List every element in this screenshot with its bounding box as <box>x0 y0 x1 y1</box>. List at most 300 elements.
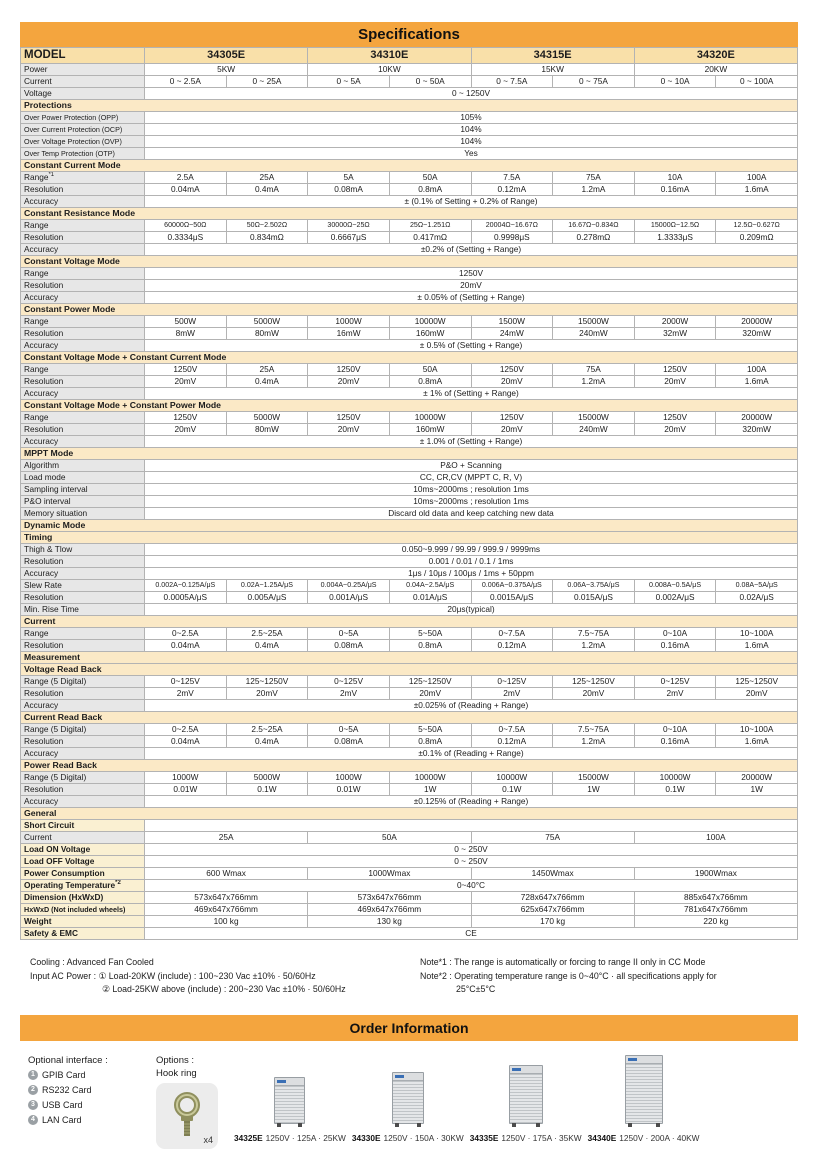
row-label-text: Current <box>24 76 52 86</box>
note-2: Note*2 : Operating temperature range is 0~40°C · all specifications apply for <box>420 970 717 981</box>
specifications-title: Specifications <box>20 22 798 47</box>
row-label <box>21 868 145 880</box>
product-lineup <box>234 1055 818 1143</box>
row-label-text: Algorithm <box>24 460 60 470</box>
spec-row <box>21 388 798 400</box>
product-specs: 1250V · 150A · 30KW <box>383 1132 464 1143</box>
spec-cell: 0 ~ 250V <box>145 856 798 868</box>
spec-cell: 20mV <box>634 424 716 436</box>
spec-cell: CE <box>145 928 798 940</box>
spec-cell: 2mV <box>634 688 716 700</box>
spec-cell: 5000W <box>226 772 308 784</box>
row-label-text: Range <box>24 172 49 182</box>
product-image-area <box>625 1055 663 1124</box>
row-label-text: Range <box>24 268 49 278</box>
section-header-label: Timing <box>21 532 798 544</box>
spec-row <box>21 556 798 568</box>
row-label <box>21 76 145 88</box>
row-label-text: Over Power Protection (OPP) <box>24 113 119 122</box>
spec-cell: 625x647x766mm <box>471 904 634 916</box>
section-header-row <box>21 760 798 772</box>
spec-cell: 10000W <box>634 772 716 784</box>
optional-interface-item-label: USB Card <box>42 1099 83 1110</box>
option-name: Hook ring <box>156 1067 197 1079</box>
spec-cell: 0.01W <box>308 784 390 796</box>
spec-cell: 0.12mA <box>471 184 553 196</box>
row-label-text: Resolution <box>24 328 64 338</box>
model-header-row <box>21 48 798 64</box>
row-label <box>21 580 145 592</box>
spec-cell: 0~7.5A <box>471 628 553 640</box>
spec-cell: 781x647x766mm <box>634 904 797 916</box>
spec-cell: ± 0.5% of (Setting + Range) <box>145 340 798 352</box>
spec-cell: 5000W <box>226 316 308 328</box>
numbered-circle-icon: 3 <box>28 1100 38 1110</box>
spec-row <box>21 784 798 796</box>
spec-cell: 125~1250V <box>716 676 798 688</box>
row-label-text: Voltage <box>24 88 52 98</box>
spec-cell: 25A <box>145 832 308 844</box>
spec-row <box>21 604 798 616</box>
spec-cell: 1.2mA <box>553 376 635 388</box>
spec-cell: 34305E <box>145 48 308 64</box>
spec-cell: 0~5A <box>308 628 390 640</box>
spec-row <box>21 268 798 280</box>
spec-cell: 2mV <box>308 688 390 700</box>
spec-cell: 0.04mA <box>145 736 227 748</box>
row-label-text: Power <box>24 64 48 74</box>
row-label-text: Operating Temperature <box>24 880 116 890</box>
row-label-superscript: *2 <box>115 880 121 887</box>
spec-row <box>21 868 798 880</box>
spec-cell: 0.01A/μS <box>389 592 471 604</box>
numbered-circle-icon: 4 <box>28 1115 38 1125</box>
spec-row <box>21 196 798 208</box>
spec-cell: 0.02A~1.25A/μS <box>226 580 308 592</box>
note-2-continued: 25°C±5°C <box>456 984 496 995</box>
product-specs: 1250V · 200A · 40KW <box>619 1132 700 1143</box>
spec-cell: 0.6667μS <box>308 232 390 244</box>
spec-cell: 2mV <box>471 688 553 700</box>
row-label-text: HxWxD (Not included wheels) <box>24 905 126 914</box>
spec-cell: 0.08A~5A/μS <box>716 580 798 592</box>
spec-cell: 34310E <box>308 48 471 64</box>
section-header-row <box>21 808 798 820</box>
section-header-row <box>21 160 798 172</box>
cabinet-label-badge <box>628 1058 637 1061</box>
row-label-text: Range <box>24 220 49 230</box>
row-label <box>21 604 145 616</box>
spec-cell: 320mW <box>716 424 798 436</box>
spec-cell: ±0.125% of (Reading + Range) <box>145 796 798 808</box>
section-header-row <box>21 208 798 220</box>
row-label-text: Dimension (HxWxD) <box>24 892 104 902</box>
spec-row <box>21 340 798 352</box>
product-cabinet-image <box>392 1072 424 1124</box>
product <box>234 1077 346 1143</box>
spec-cell: 0.12mA <box>471 736 553 748</box>
section-header-label: Measurement <box>21 652 798 664</box>
spec-cell: 240mW <box>553 424 635 436</box>
spec-row <box>21 880 798 892</box>
spec-cell: ± 1.0% of (Setting + Range) <box>145 436 798 448</box>
spec-row <box>21 136 798 148</box>
spec-row <box>21 232 798 244</box>
spec-row <box>21 628 798 640</box>
product-model: 34325E <box>234 1132 263 1143</box>
row-label-text: Resolution <box>24 376 64 386</box>
spec-cell: 100A <box>716 364 798 376</box>
row-label-text: Safety & EMC <box>24 928 78 938</box>
product <box>352 1072 464 1143</box>
row-label <box>21 340 145 352</box>
spec-row <box>21 472 798 484</box>
optional-interface-item-label: RS232 Card <box>42 1084 92 1095</box>
row-label <box>21 556 145 568</box>
spec-cell: 0.12mA <box>471 640 553 652</box>
spec-cell: 20mV <box>634 376 716 388</box>
numbered-circle-icon: 2 <box>28 1085 38 1095</box>
row-label-text: Thigh & Tlow <box>24 544 73 554</box>
spec-cell: 0.16mA <box>634 736 716 748</box>
spec-cell: ± (0.1% of Setting + 0.2% of Range) <box>145 196 798 208</box>
spec-row <box>21 592 798 604</box>
spec-cell: 12.5Ω~0.627Ω <box>716 220 798 232</box>
option-quantity: x4 <box>203 1134 213 1145</box>
numbered-circle-icon: 1 <box>28 1070 38 1080</box>
section-header-label: General <box>21 808 798 820</box>
row-label <box>21 856 145 868</box>
spec-row <box>21 544 798 556</box>
spec-cell: 0.9998μS <box>471 232 553 244</box>
options-block <box>156 1055 234 1149</box>
spec-row <box>21 676 798 688</box>
row-label <box>21 412 145 424</box>
spec-cell: 0.4mA <box>226 736 308 748</box>
spec-cell: 50A <box>389 172 471 184</box>
spec-cell: 20000W <box>716 412 798 424</box>
spec-cell: 20mV <box>145 424 227 436</box>
spec-cell: 0 ~ 5A <box>308 76 390 88</box>
section-header-row <box>21 664 798 676</box>
spec-cell: 500W <box>145 316 227 328</box>
spec-row <box>21 364 798 376</box>
row-label <box>21 136 145 148</box>
spec-cell: 15000Ω~12.5Ω <box>634 220 716 232</box>
spec-row <box>21 496 798 508</box>
row-label <box>21 112 145 124</box>
spec-cell: 0.04mA <box>145 184 227 196</box>
product-image-area <box>509 1065 543 1124</box>
spec-cell: 0.1W <box>226 784 308 796</box>
spec-cell: 1250V <box>471 412 553 424</box>
cabinet-foot <box>512 1123 516 1127</box>
row-label-text: Accuracy <box>24 568 59 578</box>
row-label-text: P&O interval <box>24 496 71 506</box>
cabinet-foot <box>277 1123 281 1127</box>
cooling-note: Cooling : Advanced Fan Cooled <box>30 957 154 967</box>
spec-cell: 0.16mA <box>634 184 716 196</box>
spec-row <box>21 244 798 256</box>
spec-cell: 0.16mA <box>634 640 716 652</box>
spec-row <box>21 904 798 916</box>
row-label-text: Weight <box>24 916 52 926</box>
row-label-text: Range <box>24 316 49 326</box>
spec-cell: 105% <box>145 112 798 124</box>
spec-row <box>21 484 798 496</box>
row-label-text: Range <box>24 364 49 374</box>
spec-row <box>21 124 798 136</box>
row-label-text: Range <box>24 628 49 638</box>
product-caption <box>470 1133 582 1143</box>
spec-cell: 20mV <box>308 376 390 388</box>
row-label-superscript: *1 <box>48 172 55 179</box>
spec-cell: 0.417mΩ <box>389 232 471 244</box>
row-label-text: Short Circuit <box>24 820 75 830</box>
row-label <box>21 784 145 796</box>
optional-interface-item-label: LAN Card <box>42 1114 82 1125</box>
spec-cell: 573x647x766mm <box>308 892 471 904</box>
spec-cell: 0 ~ 1250V <box>145 88 798 100</box>
spec-cell: 100A <box>716 172 798 184</box>
section-header-label: Protections <box>21 100 798 112</box>
product-model: 34335E <box>469 1132 499 1143</box>
row-label <box>21 928 145 940</box>
order-information-section <box>20 1015 798 1041</box>
section-header-row <box>21 304 798 316</box>
spec-row <box>21 328 798 340</box>
row-label-text: MODEL <box>24 49 66 61</box>
spec-cell: 1000Wmax <box>308 868 471 880</box>
row-label <box>21 880 145 892</box>
order-information-title: Order Information <box>20 1015 798 1041</box>
row-label <box>21 88 145 100</box>
section-header-row <box>21 256 798 268</box>
row-label <box>21 316 145 328</box>
row-label-text: Memory situation <box>24 508 88 518</box>
datasheet-page <box>0 22 818 1153</box>
spec-cell: ± 0.05% of (Setting + Range) <box>145 292 798 304</box>
spec-cell: 125~1250V <box>553 676 635 688</box>
section-header-label: Current <box>21 616 798 628</box>
spec-cell: ±0.1% of (Reading + Range) <box>145 748 798 760</box>
spec-cell: 0 ~ 100A <box>716 76 798 88</box>
spec-cell: 1250V <box>634 412 716 424</box>
spec-cell: 7.5~75A <box>553 628 635 640</box>
row-label <box>21 244 145 256</box>
section-header-row <box>21 352 798 364</box>
row-label-text: Resolution <box>24 232 64 242</box>
spec-cell: 0 ~ 10A <box>634 76 716 88</box>
spec-cell: 34315E <box>471 48 634 64</box>
product-specs: 1250V · 125A · 25KW <box>265 1132 346 1143</box>
section-header-label: Constant Voltage Mode + Constant Current Mode <box>21 352 798 364</box>
spec-cell: 1μs / 10μs / 100μs / 1ms + 50ppm <box>145 568 798 580</box>
row-label <box>21 424 145 436</box>
spec-cell: 0.04A~2.5A/μS <box>389 580 471 592</box>
row-label <box>21 460 145 472</box>
spec-cell: 50A <box>308 832 471 844</box>
footnotes <box>30 956 792 997</box>
spec-cell: 573x647x766mm <box>145 892 308 904</box>
row-label <box>21 268 145 280</box>
row-label-text: Resolution <box>24 184 64 194</box>
section-header-label: Voltage Read Back <box>21 664 798 676</box>
spec-cell: 0.01W <box>145 784 227 796</box>
row-label-text: Accuracy <box>24 340 59 350</box>
spec-cell: 0~2.5A <box>145 724 227 736</box>
optional-interface-item <box>28 1100 156 1110</box>
row-label <box>21 220 145 232</box>
options-label: Options : <box>156 1054 195 1066</box>
cabinet-foot <box>628 1123 632 1127</box>
spec-cell: CC, CR,CV (MPPT C, R, V) <box>145 472 798 484</box>
spec-cell: 1250V <box>145 364 227 376</box>
row-label-text: Load mode <box>24 472 66 482</box>
section-header-row <box>21 520 798 532</box>
spec-cell: 10000W <box>389 772 471 784</box>
footnotes-left <box>30 956 420 997</box>
spec-cell: ± 1% of (Setting + Range) <box>145 388 798 400</box>
spec-row <box>21 748 798 760</box>
spec-row <box>21 376 798 388</box>
spec-cell: 130 kg <box>308 916 471 928</box>
spec-cell: 5000W <box>226 412 308 424</box>
spec-row <box>21 832 798 844</box>
spec-cell: 469x647x766mm <box>308 904 471 916</box>
spec-row <box>21 724 798 736</box>
spec-cell: 0~5A <box>308 724 390 736</box>
spec-cell <box>145 820 798 832</box>
spec-cell: 20mV <box>389 688 471 700</box>
spec-cell: 0~125V <box>308 676 390 688</box>
cabinet-foot <box>417 1123 421 1127</box>
row-label-text: Accuracy <box>24 244 59 254</box>
row-label <box>21 148 145 160</box>
spec-cell: 20000W <box>716 316 798 328</box>
spec-cell: 1.2mA <box>553 184 635 196</box>
spec-row <box>21 568 798 580</box>
spec-cell: 80mW <box>226 424 308 436</box>
row-label <box>21 676 145 688</box>
row-label <box>21 700 145 712</box>
spec-cell: 240mW <box>553 328 635 340</box>
spec-cell: 20mV <box>145 280 798 292</box>
spec-cell: 20mV <box>471 424 553 436</box>
spec-cell: 0.0005A/μS <box>145 592 227 604</box>
section-header-row <box>21 532 798 544</box>
spec-cell: P&O + Scanning <box>145 460 798 472</box>
spec-cell: 469x647x766mm <box>145 904 308 916</box>
row-label-text: Accuracy <box>24 388 59 398</box>
spec-cell: 0.8mA <box>389 184 471 196</box>
row-label <box>21 736 145 748</box>
spec-cell: 20mV <box>716 688 798 700</box>
product-caption <box>352 1133 464 1143</box>
footnotes-right <box>420 956 750 997</box>
row-label-text: Min. Rise Time <box>24 604 79 614</box>
order-content <box>28 1055 818 1149</box>
spec-row <box>21 916 798 928</box>
spec-cell: 0.4mA <box>226 376 308 388</box>
spec-cell: 20μs(typical) <box>145 604 798 616</box>
spec-cell: 0 ~ 25A <box>226 76 308 88</box>
spec-cell: 0.002A~0.125A/μS <box>145 580 227 592</box>
spec-cell: 320mW <box>716 328 798 340</box>
spec-cell: 1W <box>716 784 798 796</box>
cabinet-foot <box>536 1123 540 1127</box>
spec-cell: 2.5~25A <box>226 724 308 736</box>
spec-cell: 2000W <box>634 316 716 328</box>
spec-cell: 0 ~ 2.5A <box>145 76 227 88</box>
spec-row <box>21 172 798 184</box>
row-label <box>21 124 145 136</box>
product <box>470 1065 582 1143</box>
row-label <box>21 232 145 244</box>
input-ac-note-1: Input AC Power : ① Load-20KW (include) : 100~230 Vac ±10% · 50/60Hz <box>30 970 316 981</box>
spec-cell: 5KW <box>145 64 308 76</box>
spec-row <box>21 88 798 100</box>
spec-cell: 50A <box>389 364 471 376</box>
spec-cell: 1250V <box>308 364 390 376</box>
spec-cell: 1450Wmax <box>471 868 634 880</box>
spec-cell: 0.209mΩ <box>716 232 798 244</box>
spec-cell: 0~40°C <box>145 880 798 892</box>
spec-cell: 1250V <box>308 412 390 424</box>
spec-cell: 0.008A~0.5A/μS <box>634 580 716 592</box>
spec-cell: 0.06A~3.75A/μS <box>553 580 635 592</box>
spec-cell: 0.006A~0.375A/μS <box>471 580 553 592</box>
spec-cell: 0.4mA <box>226 640 308 652</box>
spec-cell: 20000W <box>716 772 798 784</box>
row-label <box>21 364 145 376</box>
row-label-text: Over Current Protection (OCP) <box>24 125 123 134</box>
spec-cell: 10~100A <box>716 628 798 640</box>
section-header-row <box>21 448 798 460</box>
row-label <box>21 184 145 196</box>
spec-cell: 20mV <box>471 376 553 388</box>
spec-cell: 25A <box>226 172 308 184</box>
section-header-label: Constant Voltage Mode <box>21 256 798 268</box>
product-caption <box>588 1133 700 1143</box>
section-header-label: Constant Resistance Mode <box>21 208 798 220</box>
row-label-text: Over Voltage Protection (OVP) <box>24 137 122 146</box>
row-label <box>21 64 145 76</box>
spec-row <box>21 292 798 304</box>
spec-cell: 0.4mA <box>226 184 308 196</box>
spec-cell: 1000W <box>308 772 390 784</box>
eyebolt-graphic <box>172 1092 202 1140</box>
cabinet-foot <box>395 1123 399 1127</box>
spec-cell: 20mV <box>226 688 308 700</box>
row-label-text: Range (5 Digital) <box>24 676 87 686</box>
spec-cell: 75A <box>553 172 635 184</box>
row-label-text: Range (5 Digital) <box>24 772 87 782</box>
spec-cell: 0 ~ 250V <box>145 844 798 856</box>
row-label <box>21 172 145 184</box>
spec-cell: 0~2.5A <box>145 628 227 640</box>
section-header-label: Power Read Back <box>21 760 798 772</box>
spec-row <box>21 184 798 196</box>
row-label <box>21 472 145 484</box>
row-label <box>21 48 145 64</box>
spec-cell: 1900Wmax <box>634 868 797 880</box>
optional-interface-item <box>28 1085 156 1095</box>
spec-cell: 20mV <box>145 376 227 388</box>
row-label-text: Resolution <box>24 592 64 602</box>
spec-cell: 0.1W <box>634 784 716 796</box>
row-label <box>21 724 145 736</box>
